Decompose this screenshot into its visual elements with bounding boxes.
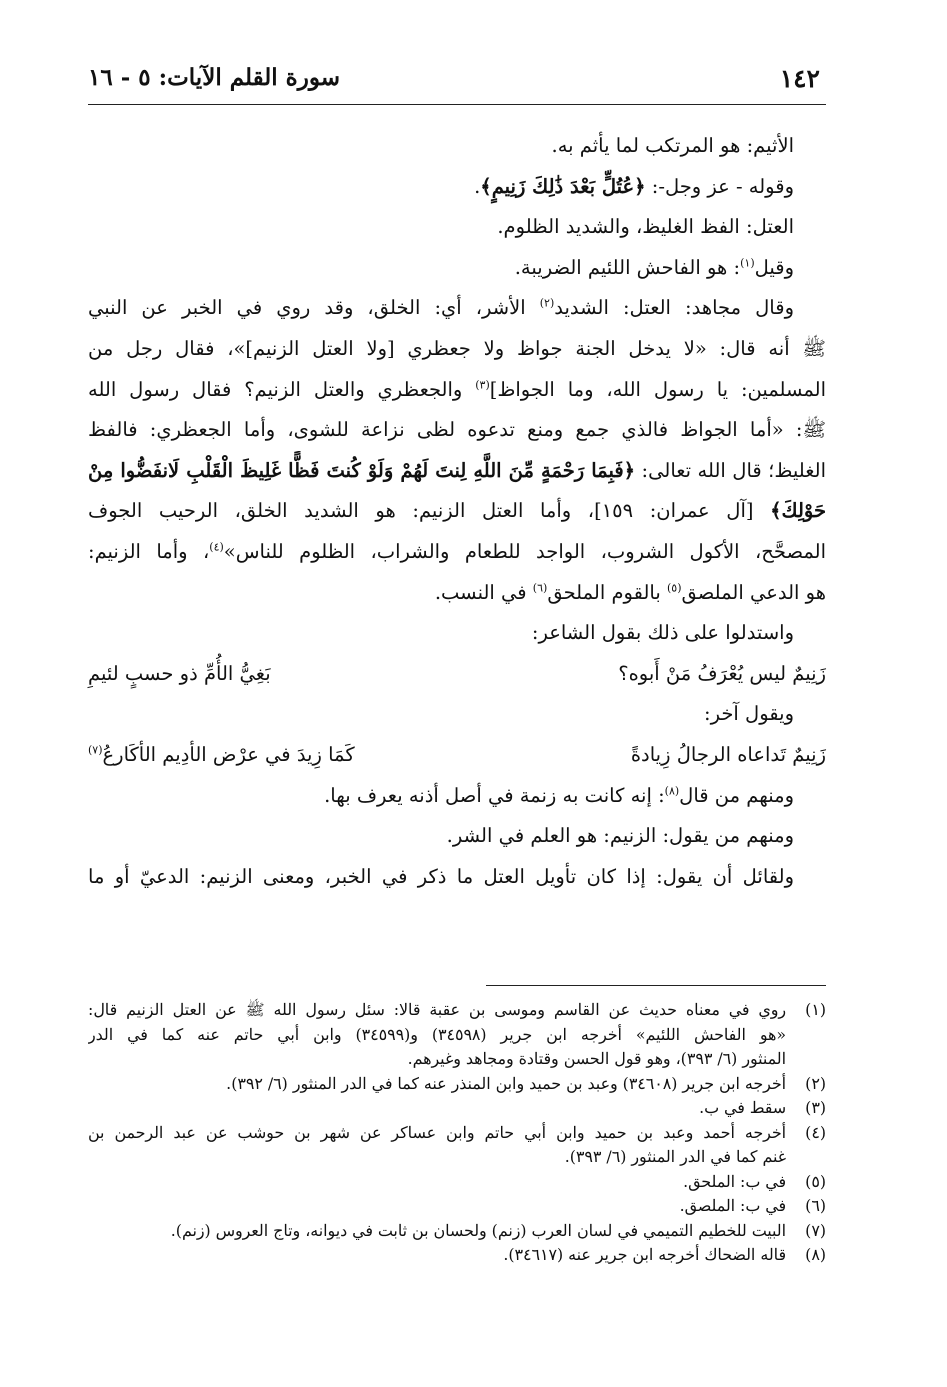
footnote — [88, 1243, 826, 1268]
footnote-ref: (١) — [740, 256, 755, 270]
quran-quote: حَوْلِكَ﴾ — [770, 499, 826, 523]
footnote — [88, 1096, 826, 1121]
footnote-text: أخرجه أحمد وعبد بن حميد وابن أبي حاتم وابن عساكر عن شهر بن حوشب عن عبد الرحمن بن غنم كما في الدر المنثور (٦/ ٣٩٣). — [88, 1122, 786, 1166]
quran-quote: ﴿عُتُلٍّ بَعْدَ ذَٰلِكَ زَنِيمٍ﴾ — [480, 174, 646, 198]
running-title: سورة القلم الآيات: ٥ - ١٦ — [88, 64, 340, 91]
text-line: حَوْلِكَ﴾ [آل عمران: ١٥٩]، وأما العتل الزنيم: هو الشديد الخلق، الرحيب الجوف — [88, 499, 826, 523]
footnote-number: (٧) — [805, 1220, 826, 1240]
text-line: ولقائل أن يقول: إذا كان تأويل العتل ما ذكر في الخبر، ومعنى الزنيم: الدعيّ أو ما — [88, 864, 794, 888]
text-line: المسلمين: يا رسول الله، وما الجواظ]$^{(٣)}$ والجعظري والعتل الزنيم؟ فقال رسول الله — [88, 377, 826, 401]
text-line: وقال مجاهد: العتل: الشديد$^{(٢)}$ الأشر، أي: الخلق، وقد روي في الخبر عن النبي — [88, 296, 794, 320]
footnote-ref: (٧) — [88, 743, 103, 757]
text-line: الغليظ؛ قال الله تعالى: ﴿فَبِمَا رَحْمَةٍ مِّنَ اللَّهِ لِنتَ لَهُمْ وَلَوْ كُنتَ فَظًّا غَلِيظَ الْقَلْبِ لَانفَضُّوا مِنْ — [88, 458, 826, 482]
main-text — [88, 126, 826, 897]
text-line: ويقول آخر: — [704, 702, 794, 726]
text-line: ﷺ: «أما الجواظ فالذي جمع ومنع تدعوه لظى نزاعة للشوى، وأما الجعظري: فالفظ — [88, 418, 826, 442]
footnote-ref: (٤) — [209, 540, 224, 554]
verse-first-hemistich: زَنِيمٌ تَداعاه الرجالُ زِيادةً — [630, 742, 826, 766]
text-line: ومنهم من قال$^{(٨)}$: إنه كانت به زنمة في أصل أذنه يعرف بها. — [324, 783, 794, 807]
text-line: وقوله - عز وجل-: ﴿عُتُلٍّ بَعْدَ ذَٰلِكَ زَنِيمٍ﴾. — [474, 174, 794, 198]
footnote-ref: (٥) — [666, 581, 682, 595]
footnote — [88, 1219, 826, 1244]
footnote-separator — [486, 985, 826, 986]
footnote-number: (٨) — [805, 1245, 826, 1264]
text-line: وقيل$^{(١)}$: هو الفاحش اللئيم الضريبة. — [514, 255, 794, 279]
poem-verse — [88, 735, 826, 776]
footnote-ref: (٢) — [539, 296, 555, 310]
footnote-ref: (٣) — [475, 378, 490, 392]
footnote-text: قاله الضحاك أخرجه ابن جرير عنه (٣٤٦١٧). — [503, 1245, 786, 1264]
page-number: ١٤٢ — [779, 64, 820, 93]
footnote-number: (٢) — [805, 1073, 826, 1093]
footnote-text: البيت للخطيم التميمي في لسان العرب (زنم) ولحسان بن ثابت في ديوانه، وتاج العروس (زنم). — [170, 1220, 786, 1240]
footnote-number: (٥) — [805, 1171, 826, 1191]
text-line: الأثيم: هو المرتكب لما يأثم به. — [551, 134, 794, 157]
text-line: ﷺ أنه قال: «لا يدخل الجنة جواظ ولا جعظري [ولا العتل الزنيم]»، فقال رجل من — [88, 336, 826, 360]
footnote — [88, 998, 826, 1072]
text-line: المصحَّح، الأكول الشروب، الواجد للطعام والشراب، الظلوم للناس»$^{(٤)}$، وأما الزنيم: — [88, 539, 826, 563]
text-line: ومنهم من يقول: الزنيم: هو العلم في الشر. — [446, 824, 794, 848]
footnote-text: في ب: الملصق. — [679, 1196, 786, 1215]
text-line: العتل: الفظ الغليظ، والشديد الظلوم. — [497, 215, 794, 239]
footnote-text: سقط في ب. — [699, 1098, 786, 1117]
footnote-text: أخرجه ابن جرير (٣٤٦٠٨) وعبد بن حميد وابن المنذر عنه كما في الدر المنثور (٦/ ٣٩٢). — [226, 1073, 786, 1093]
footnote-text: في ب: الملحق. — [683, 1171, 786, 1191]
verse-second-hemistich: بَغِيُّ الأُمِّ ذو حسبٍ لئيمِ — [88, 661, 271, 685]
footnote-ref: (٨) — [664, 784, 680, 797]
quran-quote: ﴿فَبِمَا رَحْمَةٍ مِّنَ اللَّهِ لِنتَ لَهُمْ وَلَوْ كُنتَ فَظًّا غَلِيظَ الْقَلْبِ لَانفَضُّوا مِنْ — [88, 458, 636, 482]
book-page — [88, 60, 826, 1360]
footnote-number: (١) — [805, 1000, 826, 1019]
footnote-number: (٤) — [805, 1122, 826, 1142]
verse-first-hemistich: زَنِيمٌ ليس يُعْرَفُ مَنْ أَبوه؟ — [618, 661, 826, 685]
page-header — [88, 60, 826, 105]
footnote — [88, 1121, 826, 1170]
footnote — [88, 1072, 826, 1097]
footnote-number: (٣) — [805, 1098, 826, 1117]
footnote-text: روي في معناه حديث عن القاسم وموسى بن عقبة قالا: سئل رسول الله ﷺ عن العتل الزنيم قال: «هو الفاحش اللئيم» أخرجه ابن جرير (٣٤٥٩٨) و(٣٤٥٩٩) وابن أبي حاتم عنه كما في الدر المنثور (٦/ ٣٩٣)، وهو قول الحسن وقتادة ومجاهد وغيرهم. — [88, 1000, 786, 1068]
footnote-number: (٦) — [805, 1196, 826, 1215]
text-line: هو الدعي الملصق$^{(٥)}$ بالقوم الملحق$^{(٦)}$ في النسب. — [434, 580, 826, 604]
footnotes — [88, 998, 826, 1268]
text-line: واستدلوا على ذلك بقول الشاعر: — [531, 621, 794, 645]
verse-second-hemistich: كَمَا زِيدَ في عرْض الأدِيم الأكَارعُ$^{(٧)}$ — [88, 742, 355, 766]
footnote — [88, 1170, 826, 1195]
poem-verse — [88, 654, 826, 695]
footnote-ref: (٦) — [532, 581, 548, 595]
footnote — [88, 1194, 826, 1219]
